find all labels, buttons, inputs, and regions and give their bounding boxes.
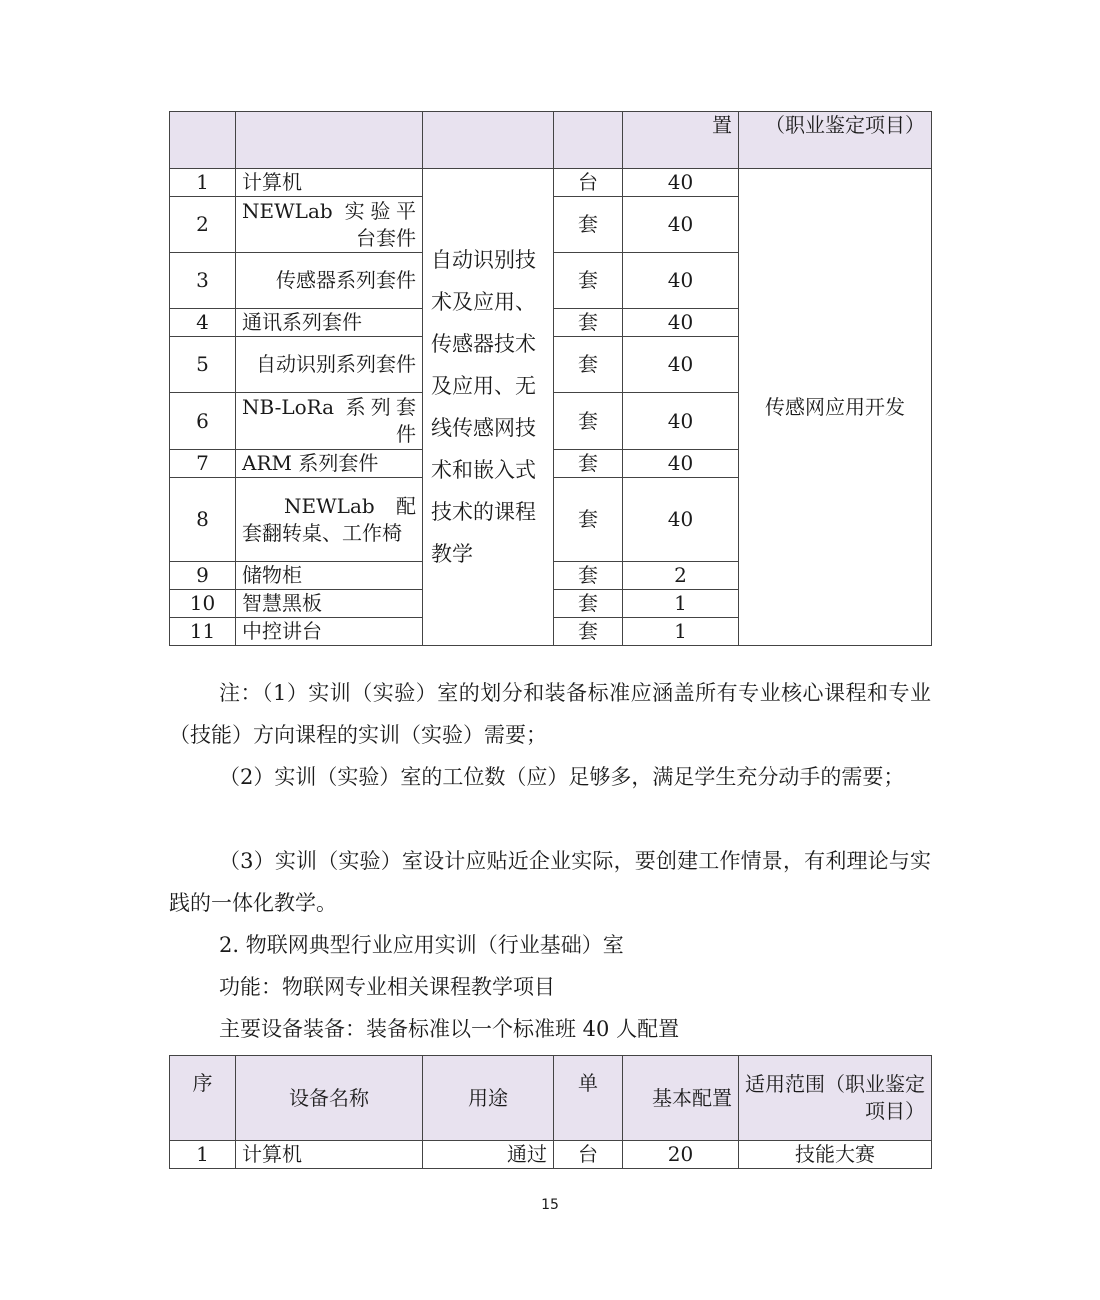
row-usage: 通过 bbox=[423, 1141, 554, 1169]
header-name bbox=[236, 112, 423, 169]
row-name: 计算机 bbox=[236, 1141, 423, 1169]
row-unit: 套 bbox=[554, 197, 623, 253]
row-name: 自动识别系列套件 bbox=[236, 337, 423, 393]
row-qty: 40 bbox=[623, 309, 739, 337]
section-function: 功能：物联网专业相关课程教学项目 bbox=[219, 975, 555, 999]
row-seq: 6 bbox=[170, 393, 236, 450]
header-config: 基本配置 bbox=[623, 1056, 739, 1141]
row-name: NEWLab 实验平台套件 bbox=[236, 197, 423, 253]
row-seq: 4 bbox=[170, 309, 236, 337]
row-name: ARM 系列套件 bbox=[236, 450, 423, 478]
row-unit: 套 bbox=[554, 478, 623, 562]
row-qty: 40 bbox=[623, 393, 739, 450]
header-seq bbox=[170, 112, 236, 169]
row-name: 传感器系列套件 bbox=[236, 253, 423, 309]
row-unit: 套 bbox=[554, 562, 623, 590]
usage-cell: 自动识别技术及应用、传感器技术及应用、无线传感网技术和嵌入式技术的课程教学 bbox=[423, 169, 554, 646]
row-scope: 技能大赛 bbox=[739, 1141, 932, 1169]
row-qty: 1 bbox=[623, 590, 739, 618]
row-seq: 2 bbox=[170, 197, 236, 253]
row-unit: 台 bbox=[554, 1141, 623, 1169]
header-unit bbox=[554, 112, 623, 169]
row-name: 中控讲台 bbox=[236, 618, 423, 646]
note-3: （3）实训（实验）室设计应贴近企业实际，要创建工作情景，有利理论与实践的一体化教学。 bbox=[169, 849, 931, 915]
table-header-row bbox=[170, 1056, 932, 1141]
header-unit: 单 bbox=[554, 1056, 623, 1141]
row-name: NEWLab 配套翻转桌、工作椅 bbox=[236, 478, 423, 562]
row-seq: 5 bbox=[170, 337, 236, 393]
header-usage: 用途 bbox=[423, 1056, 554, 1141]
row-seq: 3 bbox=[170, 253, 236, 309]
row-seq: 9 bbox=[170, 562, 236, 590]
equipment-table-continued bbox=[169, 111, 932, 646]
table-header-row bbox=[170, 112, 932, 169]
row-qty: 40 bbox=[623, 169, 739, 197]
header-name: 设备名称 bbox=[236, 1056, 423, 1141]
section-equipment: 主要设备装备：装备标准以一个标准班 40 人配置 bbox=[219, 1017, 680, 1041]
header-scope: （职业鉴定项目） bbox=[739, 112, 932, 169]
section-title: 2. 物联网典型行业应用实训（行业基础）室 bbox=[219, 933, 624, 957]
row-name: 智慧黑板 bbox=[236, 590, 423, 618]
header-seq: 序 bbox=[170, 1056, 236, 1141]
note-1: 注：（1）实训（实验）室的划分和装备标准应涵盖所有专业核心课程和专业（技能）方向课程的实训（实验）需要； bbox=[169, 681, 931, 747]
row-unit: 套 bbox=[554, 450, 623, 478]
row-qty: 20 bbox=[623, 1141, 739, 1169]
row-unit: 套 bbox=[554, 393, 623, 450]
row-unit: 套 bbox=[554, 309, 623, 337]
row-unit: 套 bbox=[554, 253, 623, 309]
header-config: 置 bbox=[623, 112, 739, 169]
table-row bbox=[170, 169, 932, 197]
row-qty: 40 bbox=[623, 253, 739, 309]
row-qty: 40 bbox=[623, 450, 739, 478]
row-seq: 8 bbox=[170, 478, 236, 562]
page-number: 15 bbox=[541, 1197, 559, 1213]
row-unit: 台 bbox=[554, 169, 623, 197]
row-qty: 2 bbox=[623, 562, 739, 590]
row-qty: 40 bbox=[623, 337, 739, 393]
row-qty: 1 bbox=[623, 618, 739, 646]
row-unit: 套 bbox=[554, 590, 623, 618]
row-seq: 1 bbox=[170, 169, 236, 197]
row-seq: 1 bbox=[170, 1141, 236, 1169]
row-seq: 11 bbox=[170, 618, 236, 646]
row-seq: 10 bbox=[170, 590, 236, 618]
row-qty: 40 bbox=[623, 478, 739, 562]
row-name: 通讯系列套件 bbox=[236, 309, 423, 337]
row-unit: 套 bbox=[554, 337, 623, 393]
row-name: NB-LoRa 系列套件 bbox=[236, 393, 423, 450]
row-unit: 套 bbox=[554, 618, 623, 646]
row-name: 计算机 bbox=[236, 169, 423, 197]
header-usage bbox=[423, 112, 554, 169]
row-name: 储物柜 bbox=[236, 562, 423, 590]
row-seq: 7 bbox=[170, 450, 236, 478]
table-row bbox=[170, 1141, 932, 1169]
scope-cell: 传感网应用开发 bbox=[739, 169, 932, 646]
equipment-table-2 bbox=[169, 1055, 932, 1169]
note-2: （2）实训（实验）室的工位数（应）足够多，满足学生充分动手的需要； bbox=[219, 765, 905, 789]
row-qty: 40 bbox=[623, 197, 739, 253]
header-scope: 适用范围（职业鉴定项目） bbox=[739, 1056, 932, 1141]
